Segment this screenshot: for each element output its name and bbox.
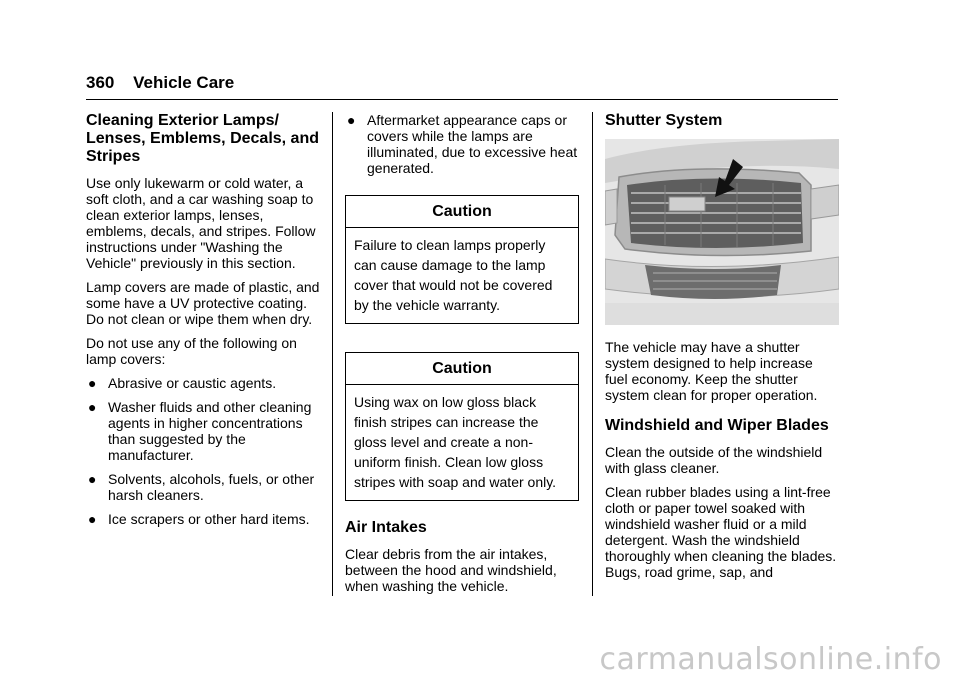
bullet-icon: ● bbox=[88, 511, 97, 527]
list-item-text: Aftermarket appearance caps or covers while the lamps are illuminated, due to excessive heat generated. bbox=[367, 112, 578, 176]
caution-title: Caution bbox=[346, 353, 578, 385]
bullet-icon: ● bbox=[347, 112, 356, 128]
paragraph: Clean the outside of the windshield with glass cleaner. bbox=[605, 444, 823, 476]
section-title: Vehicle Care bbox=[133, 73, 235, 92]
page-number: 360 bbox=[86, 73, 115, 92]
list-item bbox=[86, 375, 324, 391]
column-3 bbox=[605, 112, 839, 588]
paragraph: Do not use any of the following on lamp covers: bbox=[86, 335, 297, 367]
caution-title: Caution bbox=[346, 196, 578, 228]
list-item bbox=[86, 471, 324, 503]
list-item bbox=[86, 399, 324, 463]
air-intakes-heading: Air Intakes bbox=[345, 519, 427, 536]
list-item-text: Solvents, alcohols, fuels, or other harsh cleaners. bbox=[108, 471, 315, 503]
paragraph: Clear debris from the air intakes, between the hood and windshield, when washing the vehicle. bbox=[345, 546, 557, 594]
caution-body: Using wax on low gloss black finish stripes can increase the gloss level and create a non-uniform finish. Clean low gloss stripes with soap and water only. bbox=[354, 394, 557, 490]
lamps-heading: Cleaning Exterior Lamps/ Lenses, Emblems, Decals, and Stripes bbox=[86, 112, 319, 165]
bullet-icon: ● bbox=[88, 471, 97, 487]
caution-box-1 bbox=[345, 195, 579, 324]
watermark: carmanualsonline.info bbox=[599, 642, 942, 677]
list-item-text: Ice scrapers or other hard items. bbox=[108, 511, 310, 527]
column-1 bbox=[86, 112, 324, 535]
caution-box-2 bbox=[345, 352, 579, 501]
windshield-heading: Windshield and Wiper Blades bbox=[605, 417, 829, 434]
header-rule bbox=[86, 99, 838, 100]
shutter-heading: Shutter System bbox=[605, 112, 723, 129]
paragraph: Use only lukewarm or cold water, a soft cloth, and a car washing soap to clean exterior lamps, lenses, emblems, decals, and stripes. Follow instructions under "Washing the Vehicle" previously in this section. bbox=[86, 175, 316, 271]
column-divider-2 bbox=[592, 112, 593, 596]
column-2 bbox=[345, 112, 579, 602]
page-header bbox=[86, 73, 234, 93]
paragraph: Clean rubber blades using a lint-free cloth or paper towel soaked with windshield washer fluid or a mild detergent. Wash the windshield thoroughly when cleaning the blades. Bugs, road grime, sap, and bbox=[605, 484, 837, 580]
list-item-text: Washer fluids and other cleaning agents in higher concentrations than suggested by the manufacturer. bbox=[108, 399, 312, 463]
bullet-icon: ● bbox=[88, 375, 97, 391]
list-item bbox=[345, 112, 579, 176]
paragraph: Lamp covers are made of plastic, and some have a UV protective coating. Do not clean or wipe them when dry. bbox=[86, 279, 320, 327]
bullet-icon: ● bbox=[88, 399, 97, 415]
paragraph: The vehicle may have a shutter system designed to help increase fuel economy. Keep the shutter system clean for proper operation. bbox=[605, 339, 818, 403]
column-divider-1 bbox=[332, 112, 333, 596]
shutter-photo bbox=[605, 139, 839, 325]
caution-body: Failure to clean lamps properly can cause damage to the lamp cover that would not be covered by the vehicle warranty. bbox=[354, 237, 553, 313]
list-item-text: Abrasive or caustic agents. bbox=[108, 375, 277, 391]
list-item bbox=[86, 511, 324, 527]
